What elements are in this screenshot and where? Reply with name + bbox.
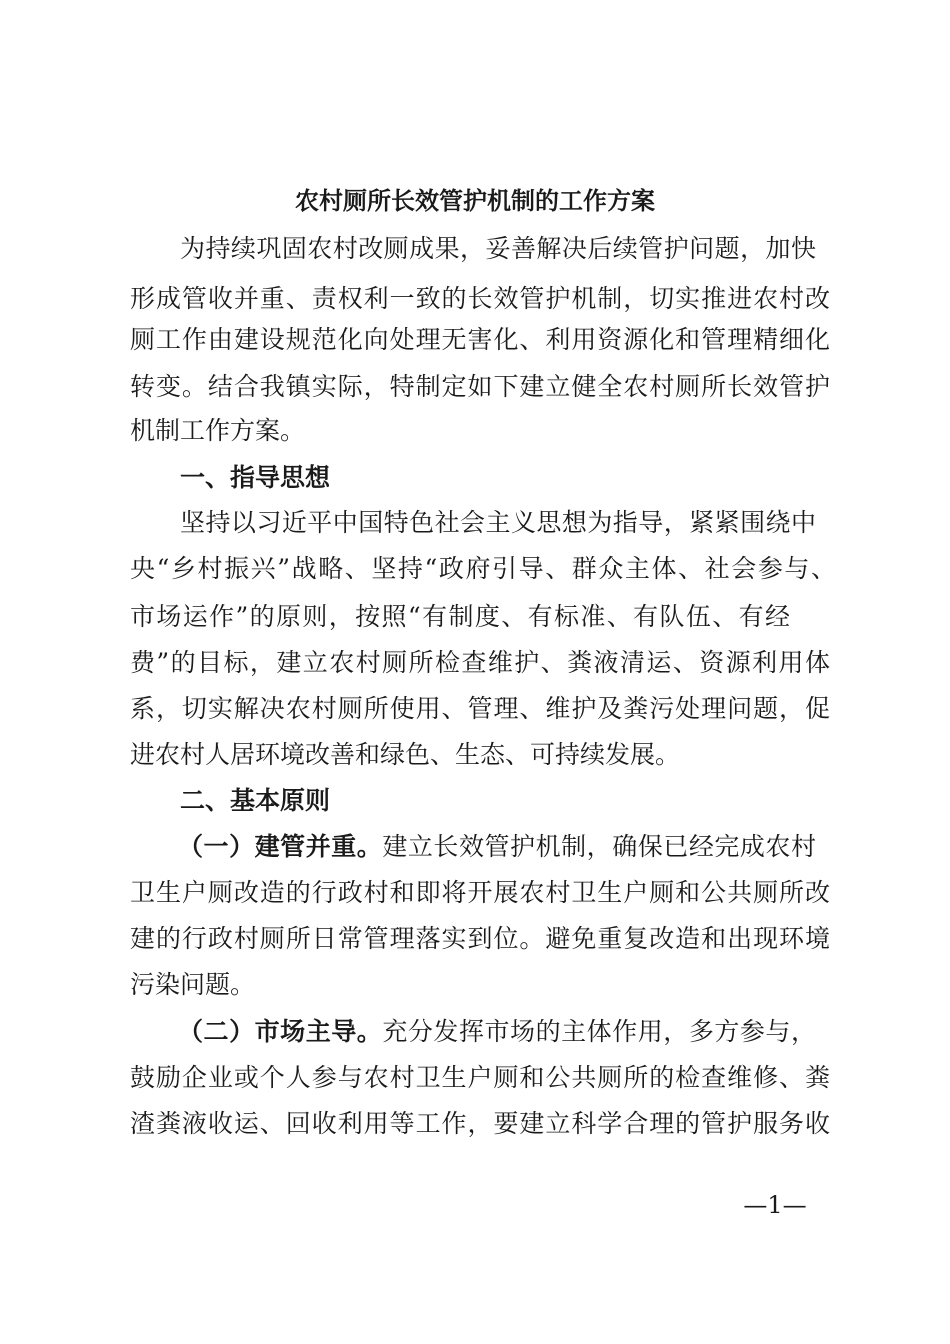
item1-line-3: 建的行政村厕所日常管理落实到位。避免重复改造和出现环境 <box>130 924 830 953</box>
item2-line-2: 鼓励企业或个人参与农村卫生户厕和公共厕所的检查维修、粪 <box>130 1063 830 1092</box>
section1-line-4: 费”的目标，建立农村厕所检查维护、粪液清运、资源利用体 <box>130 648 830 677</box>
item2-first-rest: 充分发挥市场的主体作用，多方参与， <box>382 1017 816 1046</box>
item1-line-4: 污染问题。 <box>130 970 256 999</box>
intro-line-5: 机制工作方案。 <box>130 416 306 445</box>
item2-line-1 <box>178 1009 816 1055</box>
section-heading-guiding-ideology: 一、指导思想 <box>180 463 331 492</box>
intro-line-2: 形成管收并重、责权利一致的长效管护机制，切实推进农村改 <box>130 284 830 313</box>
item2-lead: （二）市场主导。 <box>178 1017 383 1046</box>
intro-line-3: 厕工作由建设规范化向处理无害化、利用资源化和管理精细化 <box>130 325 830 354</box>
item1-line-2: 卫生户厕改造的行政村和即将开展农村卫生户厕和公共厕所改 <box>130 878 830 907</box>
intro-line-4: 转变。结合我镇实际，特制定如下建立健全农村厕所长效管护 <box>130 372 830 401</box>
item1-line-1 <box>178 824 816 870</box>
section1-line-6: 进农村人居环境改善和绿色、生态、可持续发展。 <box>130 740 681 769</box>
intro-line-1: 为持续巩固农村改厕成果，妥善解决后续管护问题，加快 <box>180 234 816 263</box>
item1-lead: （一）建管并重。 <box>178 832 383 861</box>
section1-line-1: 坚持以习近平中国特色社会主义思想为指导，紧紧围绕中 <box>180 508 816 537</box>
section1-line-2: 央“乡村振兴”战略、坚持“政府引导、群众主体、社会参与、 <box>130 554 836 583</box>
document-title: 农村厕所长效管护机制的工作方案 <box>295 187 655 215</box>
section-heading-basic-principles: 二、基本原则 <box>180 786 331 815</box>
section1-line-3: 市场运作”的原则，按照“有制度、有标准、有队伍、有经 <box>130 602 790 631</box>
section1-line-5: 系，切实解决农村厕所使用、管理、维护及粪污处理问题，促 <box>130 694 830 723</box>
item2-line-3: 渣粪液收运、回收利用等工作，要建立科学合理的管护服务收 <box>130 1109 830 1138</box>
page-number: —1— <box>743 1191 807 1219</box>
item1-first-rest: 建立长效管护机制，确保已经完成农村 <box>382 832 816 861</box>
